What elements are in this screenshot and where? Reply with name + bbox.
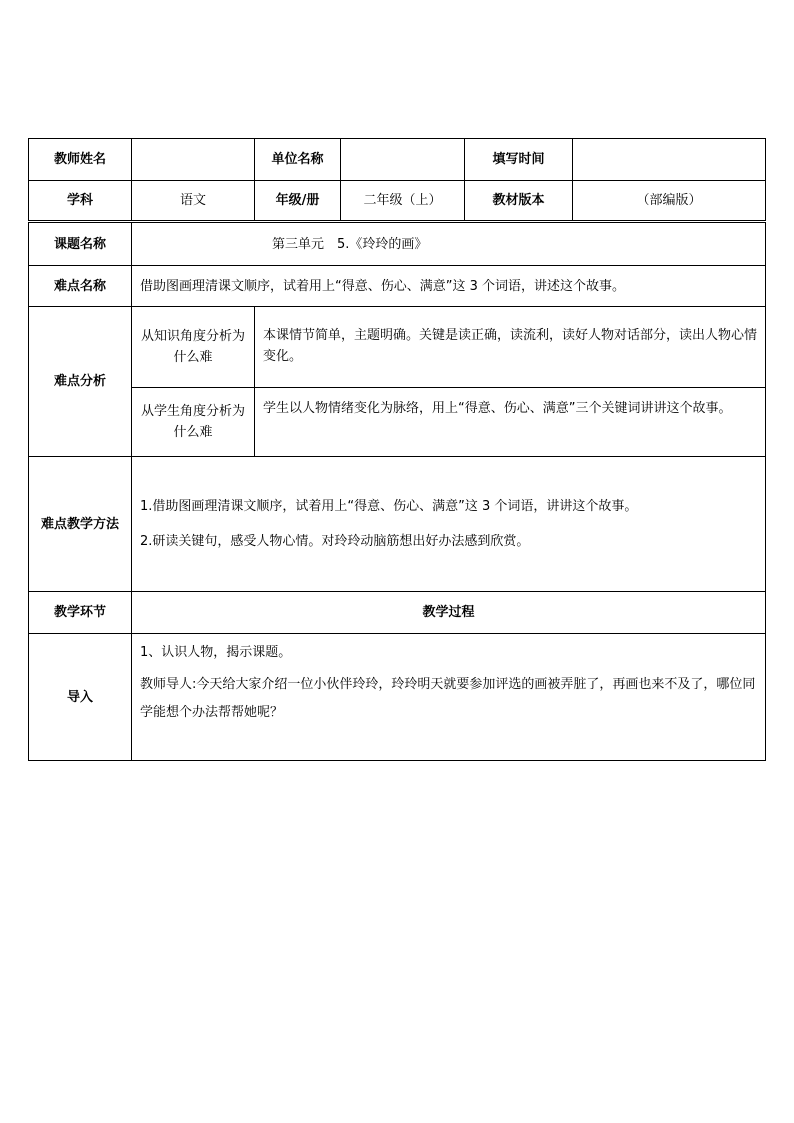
method-row bbox=[29, 457, 766, 592]
header-row-2 bbox=[29, 181, 766, 222]
teacher-name-value[interactable] bbox=[132, 139, 255, 181]
difficulty-row bbox=[29, 266, 766, 307]
student-angle-value: 学生以人物情绪变化为脉络，用上“得意、伤心、满意”三个关键词讲讲这个故事。 bbox=[255, 388, 766, 457]
unit-name-label: 单位名称 bbox=[255, 139, 341, 181]
subject-value: 语文 bbox=[132, 181, 255, 222]
method-item: 2.研读关键句，感受人物心情。对玲玲动脑筋想出好办法感到欣赏。 bbox=[140, 534, 530, 549]
fill-time-value[interactable] bbox=[573, 139, 766, 181]
grade-value: 二年级（上） bbox=[341, 181, 465, 222]
header-row-1 bbox=[29, 139, 766, 181]
analysis-student-row bbox=[29, 388, 766, 457]
topic-label: 课题名称 bbox=[29, 222, 132, 266]
difficulty-label: 难点名称 bbox=[29, 266, 132, 307]
process-header-row bbox=[29, 592, 766, 634]
intro-line: 教师导人:今天给大家介绍一位小伙伴玲玲，玲玲明天就要参加评选的画被弄脏了，再画也来不及了，哪位同学能想个办法帮帮她呢？ bbox=[140, 677, 756, 720]
edition-value: （部编版） bbox=[573, 181, 766, 222]
method-item: 1.借助图画理清课文顺序，试着用上“得意、伤心、满意”这 3 个词语，讲讲这个故事。 bbox=[140, 499, 638, 514]
stage-header: 教学环节 bbox=[29, 592, 132, 634]
intro-line: 1、认识人物，揭示课题。 bbox=[140, 645, 292, 660]
process-header: 教学过程 bbox=[132, 592, 766, 634]
intro-label: 导入 bbox=[29, 634, 132, 761]
knowledge-angle-value: 本课情节简单，主题明确。关键是读正确，读流利，读好人物对话部分，读出人物心情变化。 bbox=[255, 307, 766, 388]
method-content bbox=[132, 457, 766, 592]
intro-content bbox=[132, 634, 766, 761]
method-label: 难点教学方法 bbox=[29, 457, 132, 592]
topic-row bbox=[29, 222, 766, 266]
analysis-knowledge-row bbox=[29, 307, 766, 388]
edition-label: 教材版本 bbox=[465, 181, 573, 222]
knowledge-angle-label: 从知识角度分析为什么难 bbox=[132, 307, 255, 388]
grade-label: 年级/册 bbox=[255, 181, 341, 222]
fill-time-label: 填写时间 bbox=[465, 139, 573, 181]
student-angle-label: 从学生角度分析为什么难 bbox=[132, 388, 255, 457]
lesson-plan-table bbox=[28, 138, 766, 761]
unit-name-value[interactable] bbox=[341, 139, 465, 181]
analysis-label: 难点分析 bbox=[29, 307, 132, 457]
intro-row bbox=[29, 634, 766, 761]
teacher-name-label: 教师姓名 bbox=[29, 139, 132, 181]
difficulty-value: 借助图画理清课文顺序，试着用上“得意、伤心、满意”这 3 个词语，讲述这个故事。 bbox=[132, 266, 766, 307]
topic-value: 第三单元 5.《玲玲的画》 bbox=[132, 222, 766, 266]
subject-label: 学科 bbox=[29, 181, 132, 222]
